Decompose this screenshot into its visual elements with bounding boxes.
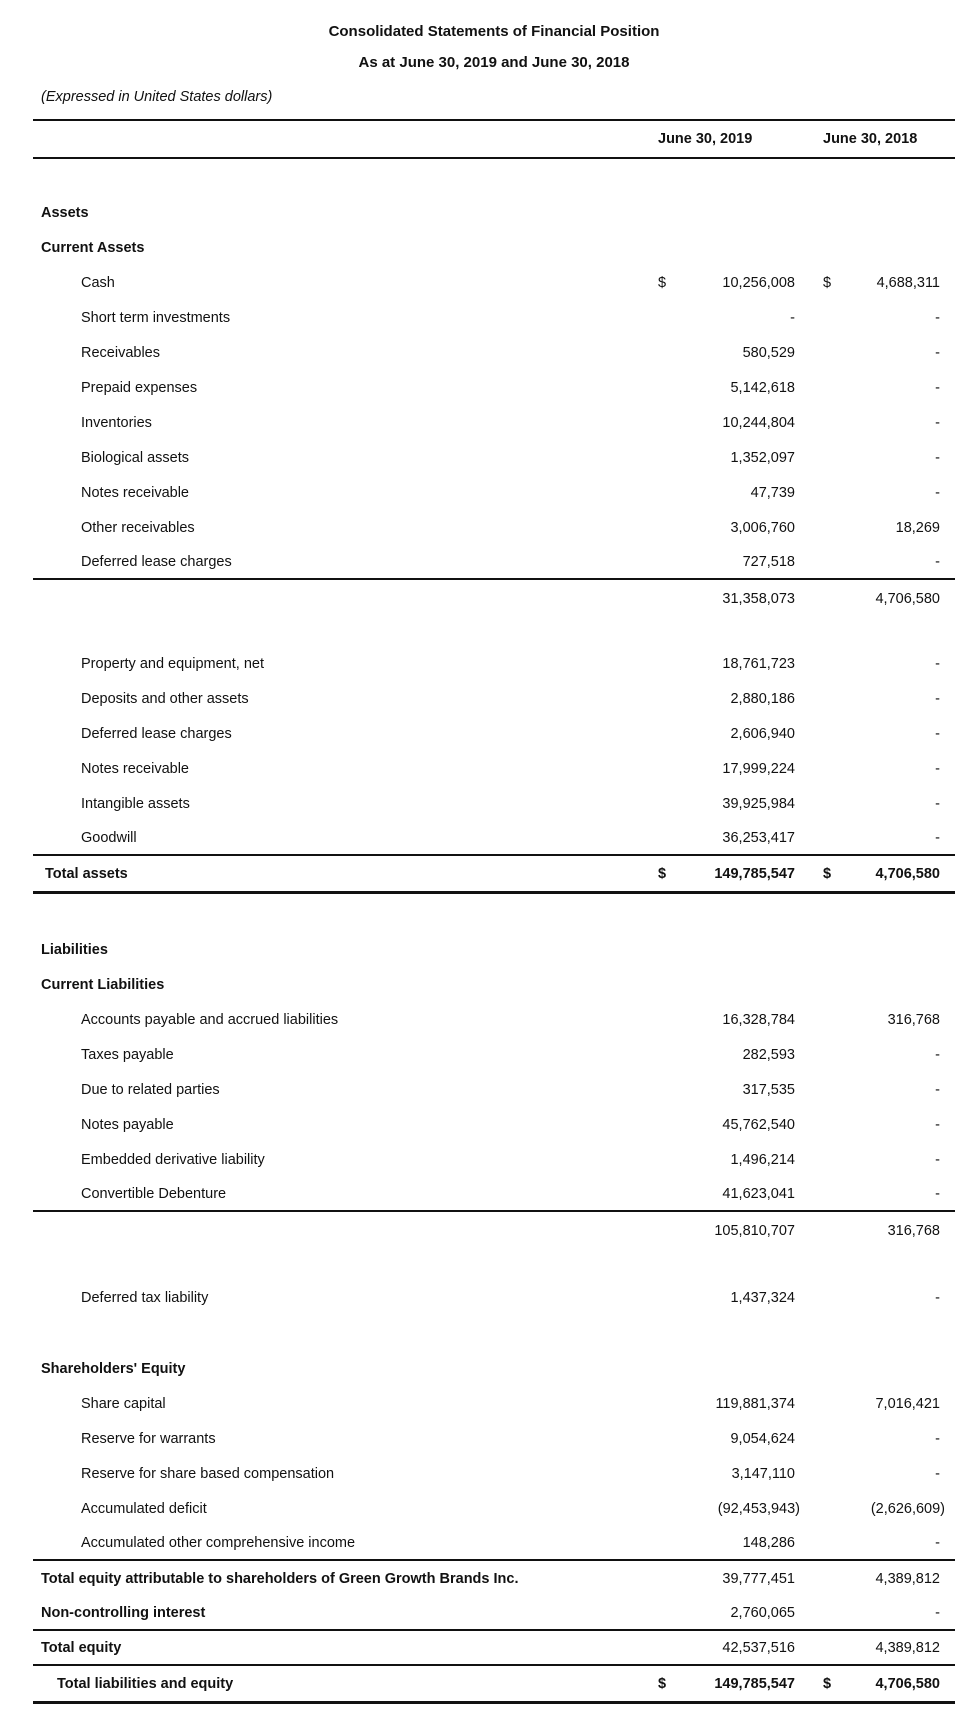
row-label: Total assets bbox=[45, 865, 128, 882]
row-label: Reserve for warrants bbox=[81, 1430, 216, 1447]
money-cell-2018 bbox=[823, 1605, 940, 1621]
value-2018: (2,626,609) bbox=[870, 1500, 945, 1517]
row-label: Current Assets bbox=[41, 239, 145, 256]
value-2019: 16,328,784 bbox=[722, 1011, 795, 1028]
table-row bbox=[33, 510, 955, 545]
money-cell-2019 bbox=[658, 1535, 795, 1551]
value-2019: 36,253,417 bbox=[722, 829, 795, 846]
table-row bbox=[33, 1491, 955, 1526]
table-row bbox=[33, 370, 955, 405]
value-2019: 580,529 bbox=[742, 344, 795, 361]
money-cell-2018 bbox=[823, 1117, 940, 1133]
row-label: Convertible Debenture bbox=[81, 1185, 227, 1202]
row-label: Shareholders' Equity bbox=[41, 1360, 186, 1377]
money-cell-2019 bbox=[658, 1047, 795, 1063]
value-2018: 316,768 bbox=[887, 1011, 940, 1028]
value-2019: 31,358,073 bbox=[722, 591, 795, 607]
money-cell-2019 bbox=[658, 415, 795, 431]
value-2018: - bbox=[935, 690, 940, 707]
money-cell-2019 bbox=[658, 591, 795, 607]
table-row bbox=[33, 1421, 955, 1456]
money-cell-2018 bbox=[823, 591, 940, 607]
value-2018: - bbox=[935, 553, 940, 570]
title-block bbox=[33, 0, 955, 121]
value-2019: 105,810,707 bbox=[714, 1223, 795, 1239]
money-cell-2018 bbox=[823, 1466, 940, 1482]
table-row bbox=[33, 1212, 955, 1250]
table-row bbox=[33, 856, 955, 894]
row-label: Share capital bbox=[81, 1395, 166, 1412]
money-cell-2018 bbox=[823, 415, 940, 431]
money-cell-2019 bbox=[658, 485, 795, 501]
money-cell-2018 bbox=[823, 1290, 940, 1306]
value-2018: - bbox=[935, 829, 940, 846]
table-row bbox=[33, 1280, 955, 1315]
row-gap bbox=[33, 1315, 955, 1351]
table-row bbox=[33, 545, 955, 580]
money-cell-2018 bbox=[823, 1431, 940, 1447]
currency-note: (Expressed in United States dollars) bbox=[41, 89, 273, 105]
money-cell-2019 bbox=[658, 1012, 795, 1028]
row-label: Receivables bbox=[81, 344, 160, 361]
money-cell-2019 bbox=[658, 761, 795, 777]
table-row bbox=[33, 475, 955, 510]
value-2018: 4,688,311 bbox=[876, 274, 940, 291]
table-row bbox=[33, 335, 955, 370]
money-cell-2019 bbox=[658, 1500, 800, 1517]
value-2018: - bbox=[935, 1289, 940, 1306]
value-2018: - bbox=[935, 655, 940, 672]
money-cell-2019 bbox=[658, 1571, 795, 1587]
money-cell-2019 bbox=[658, 554, 795, 570]
row-label: Deferred tax liability bbox=[81, 1289, 209, 1306]
value-2018: - bbox=[935, 344, 940, 361]
dollar-sign-2019: $ bbox=[658, 274, 667, 291]
value-2019: 17,999,224 bbox=[722, 760, 795, 777]
table-row bbox=[33, 1666, 955, 1704]
value-2018: - bbox=[935, 760, 940, 777]
money-cell-2018 bbox=[823, 761, 940, 777]
row-label: Deferred lease charges bbox=[81, 725, 232, 742]
value-2019: - bbox=[790, 309, 795, 326]
value-2019: 119,881,374 bbox=[715, 1395, 795, 1412]
table-row bbox=[33, 440, 955, 475]
value-2019: 39,925,984 bbox=[722, 795, 795, 812]
money-cell-2019 bbox=[658, 830, 795, 846]
row-label: Reserve for share based compensation bbox=[81, 1465, 335, 1482]
row-label: Other receivables bbox=[81, 519, 195, 536]
value-2019: 317,535 bbox=[742, 1081, 795, 1098]
row-label: Due to related parties bbox=[81, 1081, 220, 1098]
money-cell-2019 bbox=[658, 345, 795, 361]
table-row bbox=[33, 1002, 955, 1037]
money-cell-2019 bbox=[658, 450, 795, 466]
row-label: Embedded derivative liability bbox=[81, 1151, 265, 1168]
value-2018: - bbox=[935, 1430, 940, 1447]
dollar-sign-2018: $ bbox=[823, 1675, 832, 1692]
value-2018: 4,389,812 bbox=[875, 1639, 940, 1656]
value-2018: 4,706,580 bbox=[875, 865, 940, 882]
value-2018: 18,269 bbox=[895, 519, 940, 536]
row-label: Assets bbox=[41, 204, 89, 221]
dollar-sign-2018: $ bbox=[823, 865, 832, 882]
dollar-sign-2019: $ bbox=[658, 1675, 667, 1692]
value-2018: - bbox=[935, 1046, 940, 1063]
money-cell-2018 bbox=[823, 345, 940, 361]
money-cell-2018 bbox=[823, 830, 940, 846]
money-cell-2018 bbox=[823, 1223, 940, 1239]
value-2018: - bbox=[935, 484, 940, 501]
money-cell-2019 bbox=[658, 866, 795, 882]
financial-table bbox=[33, 195, 955, 1704]
money-cell-2019 bbox=[658, 1466, 795, 1482]
money-cell-2019 bbox=[658, 520, 795, 536]
header-gap bbox=[33, 159, 955, 195]
column-header-row bbox=[33, 121, 955, 159]
table-row bbox=[33, 786, 955, 821]
value-2019: 47,739 bbox=[750, 484, 795, 501]
row-label: Accounts payable and accrued liabilities bbox=[81, 1011, 339, 1028]
value-2019: 10,244,804 bbox=[722, 414, 795, 431]
money-cell-2019 bbox=[658, 1082, 795, 1098]
table-row bbox=[33, 1631, 955, 1666]
value-2018: - bbox=[935, 1604, 940, 1621]
value-2018: 316,768 bbox=[887, 1223, 940, 1239]
money-cell-2018 bbox=[823, 520, 940, 536]
dollar-sign-2019: $ bbox=[658, 865, 667, 882]
value-2018: - bbox=[935, 309, 940, 326]
row-label: Current Liabilities bbox=[41, 976, 165, 993]
money-cell-2019 bbox=[658, 691, 795, 707]
row-label: Deposits and other assets bbox=[81, 690, 249, 707]
money-cell-2018 bbox=[823, 1082, 940, 1098]
value-2018: - bbox=[935, 379, 940, 396]
row-label: Inventories bbox=[81, 414, 152, 431]
money-cell-2018 bbox=[823, 691, 940, 707]
table-row bbox=[33, 681, 955, 716]
value-2019: 9,054,624 bbox=[730, 1430, 795, 1447]
row-label: Liabilities bbox=[41, 941, 108, 958]
money-cell-2018 bbox=[823, 726, 940, 742]
value-2018: 4,706,580 bbox=[875, 591, 940, 607]
table-row bbox=[33, 716, 955, 751]
value-2019: 149,785,547 bbox=[714, 865, 795, 882]
value-2019: 18,761,723 bbox=[722, 655, 795, 672]
money-cell-2019 bbox=[658, 1431, 795, 1447]
value-2019: 45,762,540 bbox=[722, 1116, 795, 1133]
value-2019: 5,142,618 bbox=[730, 379, 795, 396]
money-cell-2019 bbox=[658, 1640, 795, 1656]
column-header-2018: June 30, 2018 bbox=[823, 131, 918, 147]
money-cell-2019 bbox=[658, 1152, 795, 1168]
money-cell-2018 bbox=[823, 1535, 940, 1551]
row-label: Notes receivable bbox=[81, 760, 189, 777]
row-label: Taxes payable bbox=[81, 1046, 174, 1063]
value-2018: - bbox=[935, 1116, 940, 1133]
value-2018: - bbox=[935, 1465, 940, 1482]
row-label: Notes receivable bbox=[81, 484, 189, 501]
value-2019: 2,606,940 bbox=[730, 725, 795, 742]
money-cell-2019 bbox=[658, 1117, 795, 1133]
money-cell-2018 bbox=[823, 1012, 940, 1028]
table-row bbox=[33, 1177, 955, 1212]
row-label: Deferred lease charges bbox=[81, 553, 232, 570]
value-2018: - bbox=[935, 1185, 940, 1202]
row-gap bbox=[33, 894, 955, 932]
money-cell-2018 bbox=[823, 310, 940, 326]
table-row bbox=[33, 1386, 955, 1421]
money-cell-2018 bbox=[823, 380, 940, 396]
value-2019: 41,623,041 bbox=[722, 1185, 795, 1202]
value-2019: 42,537,516 bbox=[722, 1639, 795, 1656]
value-2019: 1,496,214 bbox=[730, 1151, 795, 1168]
value-2018: - bbox=[935, 1534, 940, 1551]
table-row bbox=[33, 195, 955, 230]
money-cell-2018 bbox=[823, 554, 940, 570]
value-2019: 3,147,110 bbox=[731, 1465, 795, 1482]
row-label: Goodwill bbox=[81, 829, 137, 846]
table-row bbox=[33, 300, 955, 335]
money-cell-2018 bbox=[823, 1640, 940, 1656]
value-2018: - bbox=[935, 449, 940, 466]
money-cell-2018 bbox=[823, 656, 940, 672]
money-cell-2019 bbox=[658, 1605, 795, 1621]
value-2018: 7,016,421 bbox=[875, 1395, 940, 1412]
money-cell-2019 bbox=[658, 796, 795, 812]
value-2018: - bbox=[935, 1151, 940, 1168]
value-2019: 10,256,008 bbox=[722, 274, 795, 291]
table-row bbox=[33, 646, 955, 681]
money-cell-2018 bbox=[823, 1186, 940, 1202]
money-cell-2018 bbox=[823, 796, 940, 812]
row-label: Biological assets bbox=[81, 449, 189, 466]
money-cell-2018 bbox=[823, 450, 940, 466]
money-cell-2018 bbox=[823, 1396, 940, 1412]
row-label: Total liabilities and equity bbox=[57, 1675, 234, 1692]
table-row bbox=[33, 580, 955, 618]
value-2019: 727,518 bbox=[742, 553, 795, 570]
table-row bbox=[33, 1107, 955, 1142]
table-row bbox=[33, 1072, 955, 1107]
row-label: Accumulated deficit bbox=[81, 1500, 207, 1517]
table-row bbox=[33, 1351, 955, 1386]
table-row bbox=[33, 967, 955, 1002]
money-cell-2019 bbox=[658, 380, 795, 396]
row-label: Intangible assets bbox=[81, 795, 190, 812]
row-label: Total equity attributable to shareholders of Green Growth Brands Inc. bbox=[41, 1570, 519, 1587]
table-row bbox=[33, 751, 955, 786]
row-label: Prepaid expenses bbox=[81, 379, 198, 396]
document-title: Consolidated Statements of Financial Position bbox=[328, 23, 660, 40]
money-cell-2018 bbox=[823, 1152, 940, 1168]
money-cell-2018 bbox=[823, 1500, 945, 1517]
money-cell-2018 bbox=[823, 485, 940, 501]
table-row bbox=[33, 230, 955, 265]
column-header-2019: June 30, 2019 bbox=[658, 131, 753, 147]
money-cell-2018 bbox=[823, 1571, 940, 1587]
document-subtitle: As at June 30, 2019 and June 30, 2018 bbox=[358, 54, 630, 71]
money-cell-2019 bbox=[658, 1290, 795, 1306]
money-cell-2019 bbox=[658, 1396, 795, 1412]
table-row bbox=[33, 405, 955, 440]
value-2018: - bbox=[935, 725, 940, 742]
money-cell-2019 bbox=[658, 656, 795, 672]
money-cell-2019 bbox=[658, 1186, 795, 1202]
table-row bbox=[33, 932, 955, 967]
row-label: Notes payable bbox=[81, 1116, 174, 1133]
money-cell-2018 bbox=[823, 1047, 940, 1063]
value-2018: - bbox=[935, 795, 940, 812]
value-2019: 282,593 bbox=[742, 1046, 795, 1063]
table-row bbox=[33, 1596, 955, 1631]
dollar-sign-2018: $ bbox=[823, 274, 832, 291]
financial-statement-page bbox=[33, 0, 955, 1704]
money-cell-2018 bbox=[823, 1676, 940, 1692]
row-label: Cash bbox=[81, 274, 115, 291]
value-2018: 4,706,580 bbox=[875, 1675, 940, 1692]
row-label: Accumulated other comprehensive income bbox=[81, 1534, 356, 1551]
value-2019: 3,006,760 bbox=[730, 519, 795, 536]
value-2019: 149,785,547 bbox=[714, 1675, 795, 1692]
table-row bbox=[33, 821, 955, 856]
table-row bbox=[33, 1526, 955, 1561]
table-row bbox=[33, 1037, 955, 1072]
table-row bbox=[33, 265, 955, 300]
money-cell-2018 bbox=[823, 275, 940, 291]
value-2019: 1,352,097 bbox=[730, 449, 795, 466]
value-2018: - bbox=[935, 1081, 940, 1098]
table-row bbox=[33, 1456, 955, 1491]
row-label: Total equity bbox=[41, 1639, 122, 1656]
money-cell-2019 bbox=[658, 310, 795, 326]
table-row bbox=[33, 1561, 955, 1596]
value-2019: 148,286 bbox=[742, 1534, 795, 1551]
money-cell-2019 bbox=[658, 1676, 795, 1692]
money-cell-2018 bbox=[823, 866, 940, 882]
table-row bbox=[33, 1142, 955, 1177]
row-gap bbox=[33, 1250, 955, 1280]
money-cell-2019 bbox=[658, 726, 795, 742]
value-2019: (92,453,943) bbox=[717, 1500, 800, 1517]
money-cell-2019 bbox=[658, 275, 795, 291]
row-gap bbox=[33, 618, 955, 646]
money-cell-2019 bbox=[658, 1223, 795, 1239]
value-2019: 2,880,186 bbox=[730, 690, 795, 707]
value-2018: - bbox=[935, 414, 940, 431]
value-2019: 1,437,324 bbox=[730, 1289, 795, 1306]
row-label: Short term investments bbox=[81, 309, 231, 326]
row-label: Non-controlling interest bbox=[41, 1604, 206, 1621]
value-2019: 2,760,065 bbox=[730, 1604, 795, 1621]
row-label: Property and equipment, net bbox=[81, 655, 264, 672]
value-2018: 4,389,812 bbox=[875, 1570, 940, 1587]
value-2019: 39,777,451 bbox=[722, 1570, 795, 1587]
